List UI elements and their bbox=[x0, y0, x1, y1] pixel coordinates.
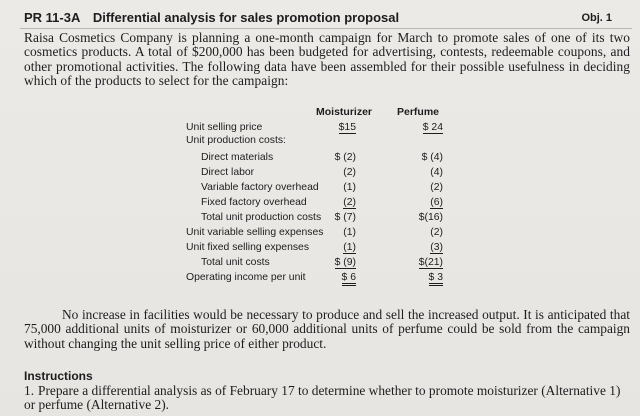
moisturizer-value: $ (7) bbox=[334, 212, 356, 223]
problem-id: PR 11-3A bbox=[24, 10, 81, 25]
objective-label: Obj. 1 bbox=[581, 12, 612, 24]
moisturizer-value: $ 6 bbox=[342, 272, 356, 286]
row-label: Unit production costs: bbox=[186, 135, 286, 146]
perfume-value: (4) bbox=[430, 167, 443, 178]
moisturizer-value: (2) bbox=[343, 197, 356, 208]
moisturizer-value: $15 bbox=[338, 122, 356, 133]
row-label: Unit selling price bbox=[186, 122, 263, 133]
intro-paragraph: Raisa Cosmetics Company is planning a one-month campaign for March to promote sales of one of its two cosmetics products. A total of $200,000 has been budgeted for advertising, contests, redeemable coupons, and other promotional activities. The following data have been assembled for their possible usefulness in deciding which of the products to select for the campaign: bbox=[24, 30, 630, 89]
table-row bbox=[186, 122, 466, 134]
row-label: Variable factory overhead bbox=[201, 182, 319, 193]
perfume-value: (6) bbox=[430, 197, 443, 208]
perfume-value: (3) bbox=[430, 242, 443, 253]
perfume-value: $(16) bbox=[418, 212, 443, 223]
perfume-value: (2) bbox=[430, 227, 443, 238]
table-row bbox=[186, 227, 466, 239]
row-label: Direct labor bbox=[201, 167, 255, 178]
instructions-heading: Instructions bbox=[24, 369, 93, 383]
moisturizer-value: $ (9) bbox=[334, 257, 356, 268]
table-row bbox=[186, 197, 466, 209]
table-row bbox=[186, 242, 466, 254]
row-label: Operating income per unit bbox=[186, 272, 306, 283]
row-label: Unit variable selling expenses bbox=[186, 227, 324, 238]
column-header-moisturizer: Moisturizer bbox=[316, 106, 373, 118]
table-row bbox=[186, 182, 466, 194]
problem-title: Differential analysis for sales promotion proposal bbox=[92, 10, 400, 25]
moisturizer-value: $ (2) bbox=[334, 152, 356, 163]
assumption-paragraph: No increase in facilities would be necessary to produce and sell the increased output. It is anticipated that 75,000 additional units of moisturizer or 60,000 additional units of perfume could be sold from the campaign without changing the unit selling price of either product. bbox=[24, 307, 630, 351]
instruction-number: 1. bbox=[24, 383, 35, 398]
table-row bbox=[186, 167, 466, 179]
perfume-value: (2) bbox=[430, 182, 443, 193]
perfume-value: $ 24 bbox=[422, 122, 443, 133]
instruction-text: Prepare a differential analysis as of February 17 to determine whether to promote moisturizer (Alternative 1) or perfume (Alternative 2). bbox=[24, 383, 621, 413]
row-label: Unit fixed selling expenses bbox=[186, 242, 310, 253]
perfume-value: $ 3 bbox=[429, 272, 443, 286]
moisturizer-value: (1) bbox=[343, 182, 356, 193]
row-label: Fixed factory overhead bbox=[201, 197, 307, 208]
perfume-value: $ (4) bbox=[421, 152, 443, 163]
instruction-item bbox=[24, 384, 630, 413]
perfume-value: $(21) bbox=[418, 257, 443, 268]
table-row bbox=[186, 272, 466, 284]
table-row bbox=[186, 257, 466, 269]
moisturizer-value: (1) bbox=[343, 227, 356, 238]
table-row bbox=[186, 135, 466, 147]
moisturizer-value: (1) bbox=[343, 242, 356, 253]
table-row bbox=[186, 152, 466, 164]
column-header-perfume: Perfume bbox=[397, 106, 440, 118]
row-label: Total unit production costs bbox=[201, 212, 322, 223]
row-label: Total unit costs bbox=[201, 257, 270, 268]
problem-header bbox=[24, 9, 624, 29]
row-label: Direct materials bbox=[201, 152, 274, 163]
header-divider bbox=[20, 28, 632, 29]
table-row bbox=[186, 212, 466, 224]
moisturizer-value: (2) bbox=[343, 167, 356, 178]
